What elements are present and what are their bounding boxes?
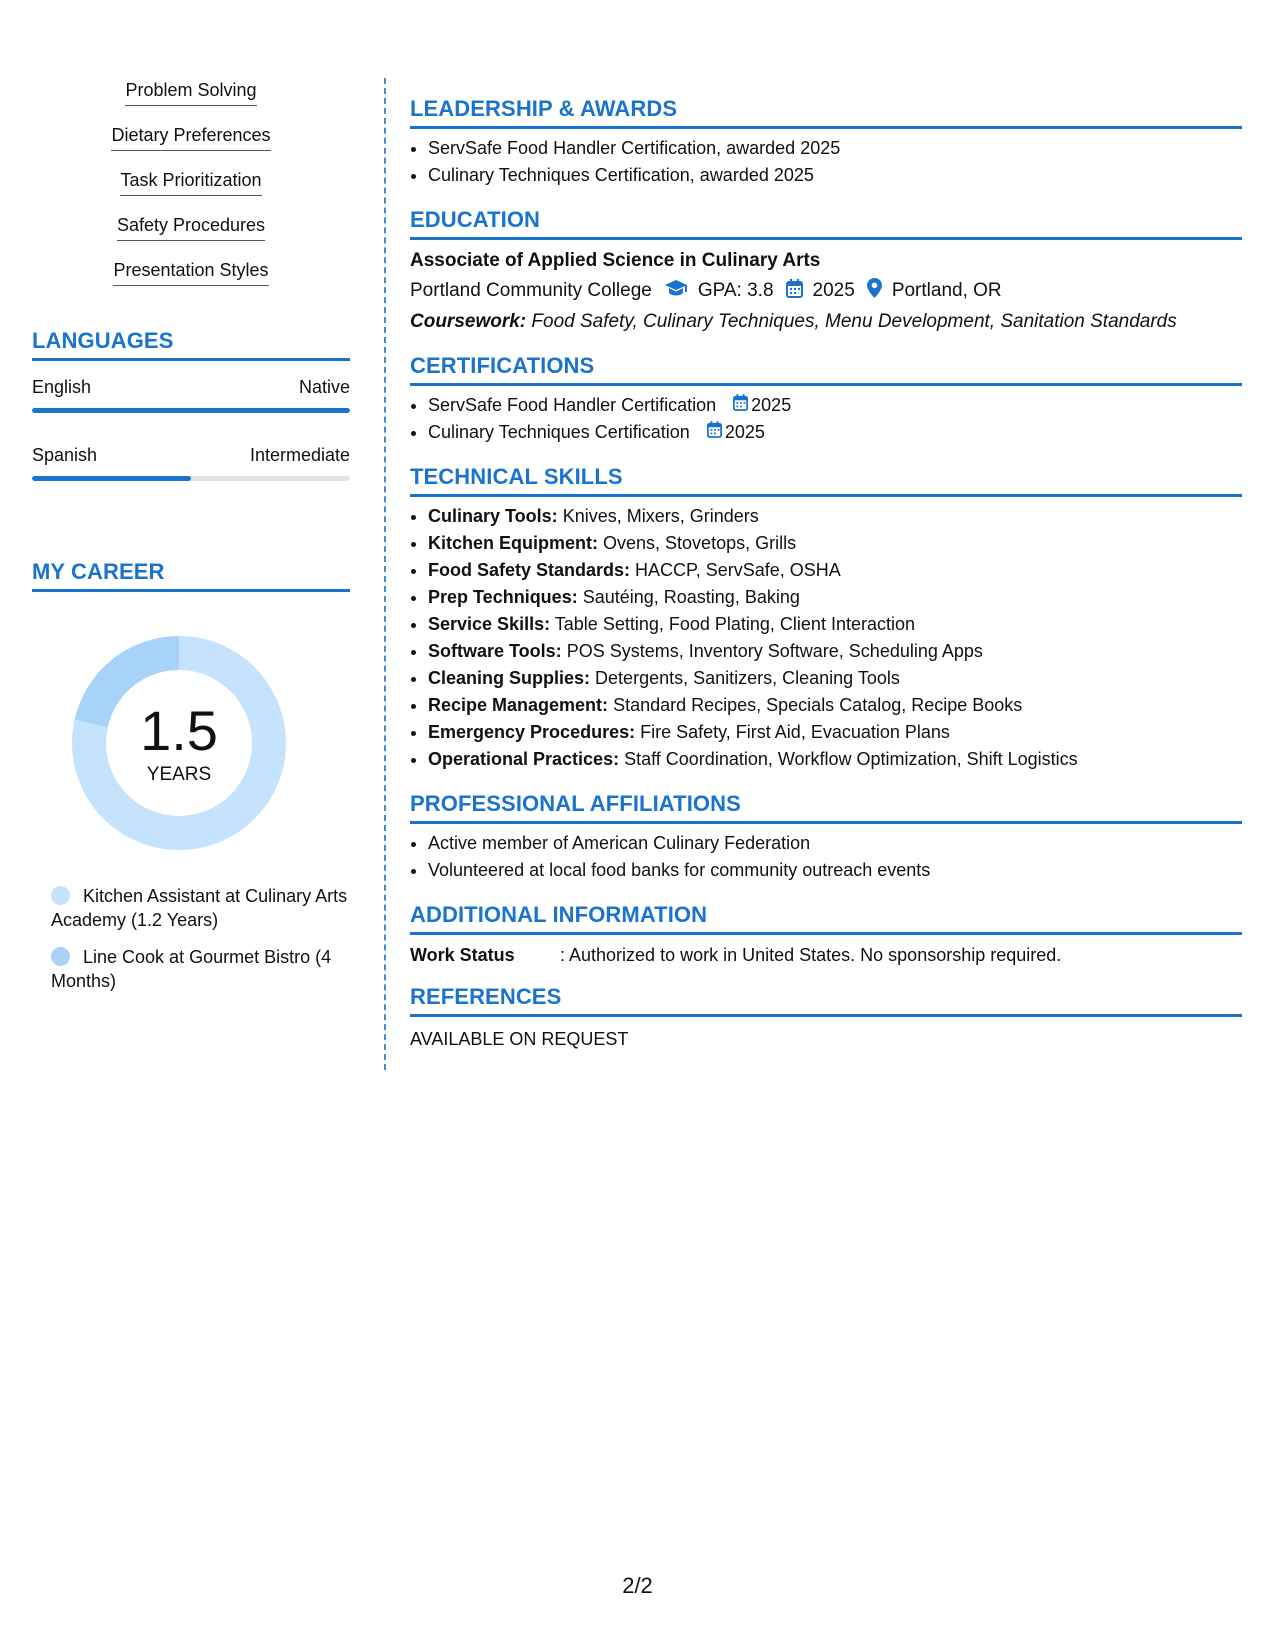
language-item	[32, 445, 350, 481]
legend-item: Line Cook at Gourmet Bistro (4 Months)	[51, 947, 332, 991]
legend-dot	[51, 947, 70, 966]
career-title: MY CAREER	[32, 559, 350, 592]
degree: Associate of Applied Science in Culinary Arts	[410, 250, 821, 271]
language-level: Intermediate	[249, 445, 350, 465]
list-item: • Software Tools: POS Systems, Inventory Software, Scheduling Apps	[428, 638, 1242, 665]
leadership-title: LEADERSHIP & AWARDS	[410, 96, 1242, 129]
list-item: • Volunteered at local food banks for community outreach events	[428, 857, 1242, 884]
skills-list	[32, 80, 350, 286]
language-name: Spanish	[32, 445, 98, 465]
list-item: • ServSafe Food Handler Certification, awarded 2025	[428, 135, 1242, 162]
calendar-icon	[786, 279, 803, 304]
coursework-text: Food Safety, Culinary Techniques, Menu Development, Sanitation Standards	[531, 311, 1177, 332]
cert-year: 2025	[751, 395, 792, 415]
affiliations-title: PROFESSIONAL AFFILIATIONS	[410, 791, 1242, 824]
languages-title: LANGUAGES	[32, 328, 350, 361]
list-item: • Kitchen Equipment: Ovens, Stovetops, Grills	[428, 530, 1242, 557]
leadership-list	[410, 135, 1242, 189]
affiliations-list	[410, 830, 1242, 884]
language-bar	[32, 476, 350, 481]
additional-info-title: ADDITIONAL INFORMATION	[410, 902, 1242, 935]
main-column	[410, 96, 1242, 1050]
certifications-title: CERTIFICATIONS	[410, 353, 1242, 386]
calendar-icon	[733, 392, 751, 419]
graduation-cap-icon	[664, 279, 688, 303]
career-legend	[51, 884, 351, 993]
list-item: • Culinary Techniques Certification, awarded 2025	[428, 162, 1242, 189]
list-item: • Culinary Techniques Certification 2025	[428, 419, 1242, 446]
coursework	[410, 311, 1242, 333]
education-title: EDUCATION	[410, 207, 1242, 240]
references-text: AVAILABLE ON REQUEST	[410, 1029, 629, 1049]
graduation-year: 2025	[812, 280, 855, 301]
language-bar	[32, 408, 350, 413]
references-title: REFERENCES	[410, 984, 1242, 1017]
list-item: • Food Safety Standards: HACCP, ServSafe, OSHA	[428, 557, 1242, 584]
certifications-list	[410, 392, 1242, 446]
page-number: 2/2	[622, 1573, 653, 1598]
list-item: • Prep Techniques: Sautéing, Roasting, Baking	[428, 584, 1242, 611]
calendar-icon	[707, 419, 725, 446]
language-item	[32, 377, 350, 413]
list-item: • Cleaning Supplies: Detergents, Sanitizers, Cleaning Tools	[428, 665, 1242, 692]
skill-tag: Dietary Preferences	[32, 125, 350, 151]
school-location: Portland, OR	[891, 280, 1002, 301]
list-item: • Active member of American Culinary Federation	[428, 830, 1242, 857]
skill-tag: Problem Solving	[32, 80, 350, 106]
list-item: • ServSafe Food Handler Certification 2025	[428, 392, 1242, 419]
work-status-value: : Authorized to work in United States. No sponsorship required.	[560, 945, 1062, 965]
career-total-value: 1.5	[140, 699, 218, 762]
cert-year: 2025	[724, 422, 765, 442]
technical-skills-title: TECHNICAL SKILLS	[410, 464, 1242, 497]
list-item: • Operational Practices: Staff Coordination, Workflow Optimization, Shift Logistics	[428, 746, 1242, 773]
language-name: English	[32, 377, 92, 397]
legend-dot	[51, 886, 70, 905]
list-item: • Service Skills: Table Setting, Food Plating, Client Interaction	[428, 611, 1242, 638]
school-name: Portland Community College	[410, 280, 652, 301]
career-donut	[66, 630, 292, 856]
location-pin-icon	[867, 278, 882, 304]
skill-tag: Presentation Styles	[32, 260, 350, 286]
language-level: Native	[298, 377, 350, 397]
gpa: GPA: 3.8	[697, 280, 774, 301]
legend-item: Kitchen Assistant at Culinary Arts Academy (1.2 Years)	[51, 886, 348, 930]
work-status-row	[410, 945, 1242, 966]
coursework-label: Coursework:	[410, 311, 527, 332]
language-bar-fill	[32, 408, 350, 413]
list-item: • Recipe Management: Standard Recipes, Specials Catalog, Recipe Books	[428, 692, 1242, 719]
technical-skills-list	[410, 503, 1242, 773]
language-bar-fill	[32, 476, 191, 481]
column-divider	[384, 78, 386, 1070]
list-item: • Culinary Tools: Knives, Mixers, Grinders	[428, 503, 1242, 530]
list-item: • Emergency Procedures: Fire Safety, First Aid, Evacuation Plans	[428, 719, 1242, 746]
skill-tag: Task Prioritization	[32, 170, 350, 196]
skill-tag: Safety Procedures	[32, 215, 350, 241]
education-details	[410, 278, 1242, 304]
career-total-unit: YEARS	[146, 764, 212, 785]
work-status-label: Work Status	[410, 945, 515, 965]
sidebar	[32, 80, 350, 1006]
